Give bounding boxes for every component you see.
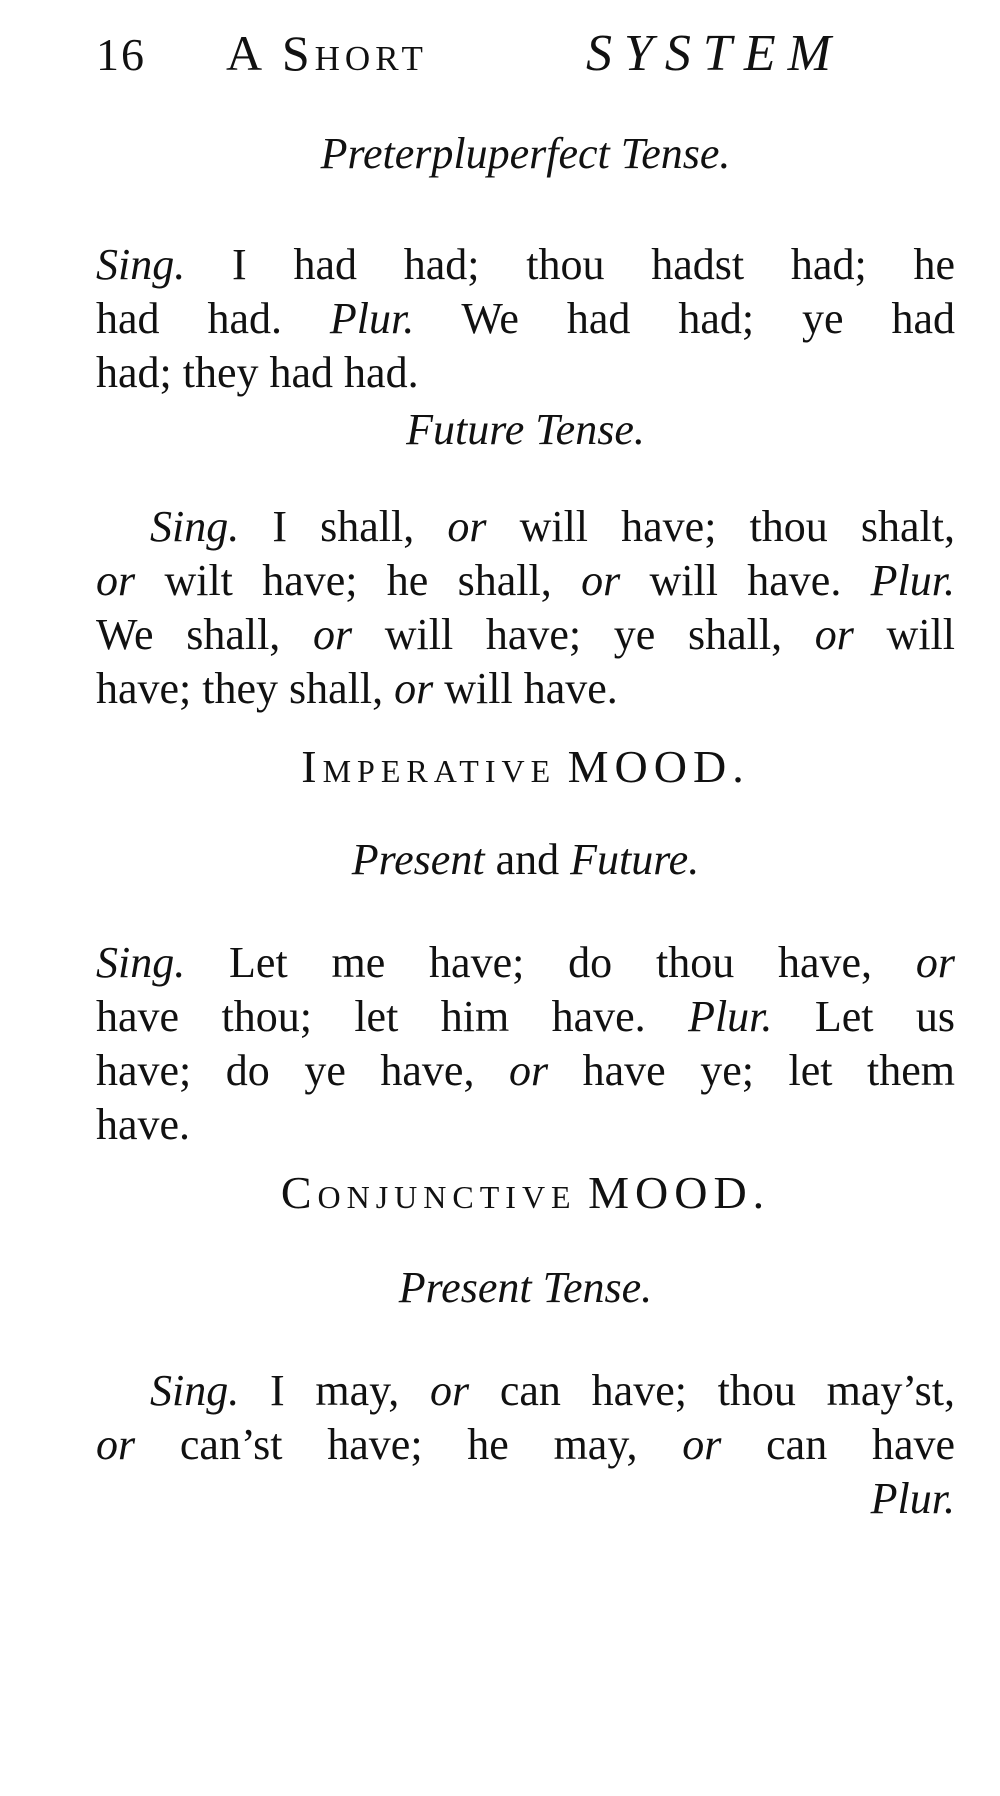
paragraph-future [96, 500, 955, 716]
text-line: have thou; let him have. Plur. Let us [96, 992, 955, 1041]
text-line: We shall, or will have; ye shall, or will [96, 610, 955, 659]
catchword: Plur. [870, 1474, 955, 1523]
text-line: had had. Plur. We had had; ye had [96, 294, 955, 343]
text-line: had; they had had. [96, 348, 419, 397]
text-line: have. [96, 1100, 191, 1149]
heading-present-tense: Present Tense. [398, 1263, 653, 1312]
text-line: or wilt have; he shall, or will have. Plur. [96, 556, 955, 605]
text-line: Sing. I may, or can have; thou may’st, [150, 1366, 955, 1415]
text-line: Sing. Let me have; do thou have, or [96, 938, 955, 987]
heading-preterpluperfect: Preterpluperfect Tense. [320, 129, 731, 178]
paragraph-conjunctive [96, 1364, 955, 1526]
paragraph-preterpluperfect [96, 238, 955, 400]
heading-future: Future Tense. [406, 405, 645, 454]
text-line: or can’st have; he may, or can have [96, 1420, 956, 1469]
page-number: 16 [96, 29, 146, 80]
heading-conjunctive-mood: Conjunctive MOOD. [280, 1167, 771, 1218]
text-line: have; they shall, or will have. [96, 664, 618, 713]
text-line: have; do ye have, or have ye; let them [96, 1046, 955, 1095]
running-title-system: SYSTEM [586, 25, 843, 82]
heading-present-future: Present and Future. [351, 835, 700, 884]
text-line: Sing. I shall, or will have; thou shalt, [150, 502, 955, 551]
running-head [96, 25, 930, 98]
paragraph-imperative [96, 936, 955, 1152]
heading-imperative-mood: Imperative MOOD. [301, 741, 750, 792]
running-title: A Short [226, 25, 428, 81]
text-line: Sing. I had had; thou hadst had; he [96, 240, 955, 289]
